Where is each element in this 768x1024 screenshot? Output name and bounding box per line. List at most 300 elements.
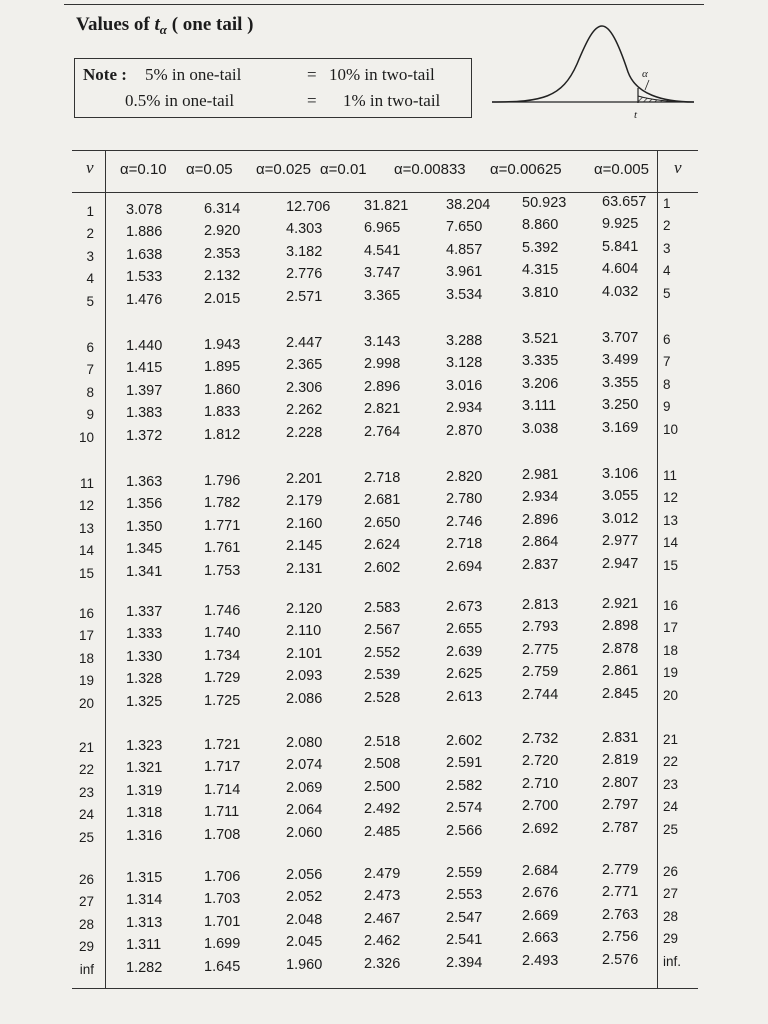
table-cell: 2.602 <box>446 733 483 749</box>
table-cell: 1.706 <box>204 869 241 885</box>
table-cell: 2.179 <box>286 493 323 509</box>
table-cell: 2.060 <box>286 825 323 841</box>
alpha-label: α <box>642 68 648 80</box>
table-cell: 2.934 <box>522 489 559 505</box>
table-cell: 2.793 <box>522 619 559 635</box>
table-cell: 2.262 <box>286 402 323 418</box>
row-nu-label-right: 5 <box>663 286 671 301</box>
table-cell: 2.576 <box>602 952 639 968</box>
row-nu-label-right: 17 <box>663 620 679 635</box>
table-cell: 2.353 <box>204 246 241 262</box>
table-cell: 3.250 <box>602 397 639 413</box>
row-nu-label-right: 1 <box>663 196 671 211</box>
table-cell: 2.120 <box>286 601 323 617</box>
table-cell: 2.947 <box>602 556 639 572</box>
table-cell: 2.528 <box>364 690 401 706</box>
row-nu-label-right: 15 <box>663 558 679 573</box>
table-cell: 6.965 <box>364 220 401 236</box>
table-cell: 31.821 <box>364 198 409 214</box>
table-cell: 1.282 <box>126 960 163 976</box>
distribution-curve-figure <box>482 14 698 126</box>
table-cell: 2.625 <box>446 666 483 682</box>
table-cell: 2.718 <box>446 536 483 552</box>
row-nu-label: 4 <box>86 271 94 286</box>
row-nu-label-right: 3 <box>663 241 671 256</box>
table-cell: 2.639 <box>446 644 483 660</box>
row-nu-label: 17 <box>78 628 94 643</box>
table-left-divider <box>105 150 106 988</box>
table-cell: 3.961 <box>446 264 483 280</box>
table-top-rule <box>72 150 698 151</box>
row-nu-label-right: 14 <box>663 535 679 550</box>
table-cell: 1.701 <box>204 914 241 930</box>
row-nu-label-right: 12 <box>663 490 679 505</box>
table-cell: 3.707 <box>602 330 639 346</box>
table-cell: 2.821 <box>364 401 401 417</box>
table-cell: 2.394 <box>446 955 483 971</box>
table-cell: 1.943 <box>204 337 241 353</box>
row-nu-label: 8 <box>86 385 94 400</box>
row-nu-label-right: 25 <box>663 822 679 837</box>
row-nu-label: 21 <box>78 740 94 755</box>
table-cell: 63.657 <box>602 194 647 210</box>
row-nu-label-right: 7 <box>663 354 671 369</box>
table-cell: 2.306 <box>286 380 323 396</box>
nu-header-right: ν <box>674 158 682 177</box>
table-cell: 1.314 <box>126 892 163 908</box>
table-cell: 1.337 <box>126 604 163 620</box>
table-cell: 2.086 <box>286 691 323 707</box>
row-nu-label: 2 <box>86 226 94 241</box>
row-nu-label: 9 <box>86 407 94 422</box>
row-nu-label-right: 29 <box>663 931 679 946</box>
row-nu-label-right: 24 <box>663 799 679 814</box>
t-alpha-label: t <box>634 109 638 121</box>
table-cell: 2.775 <box>522 642 559 658</box>
table-cell: 2.064 <box>286 802 323 818</box>
table-cell: 6.314 <box>204 201 241 217</box>
row-nu-label-right: 21 <box>663 732 679 747</box>
row-nu-label-right: 6 <box>663 332 671 347</box>
row-nu-label: 11 <box>79 476 94 491</box>
note-row2-equals: = <box>307 91 317 110</box>
table-cell: 2.559 <box>446 865 483 881</box>
row-nu-label: 26 <box>78 872 94 887</box>
table-cell: 2.132 <box>204 268 241 284</box>
table-cell: 3.182 <box>286 244 323 260</box>
row-nu-label-right: 4 <box>663 263 671 278</box>
table-cell: 2.820 <box>446 469 483 485</box>
table-cell: 2.977 <box>602 533 639 549</box>
table-cell: 2.684 <box>522 863 559 879</box>
table-cell: 1.333 <box>126 626 163 642</box>
table-cell: 2.676 <box>522 885 559 901</box>
nu-header-left: ν <box>86 158 94 177</box>
row-nu-label: 29 <box>78 939 94 954</box>
table-cell: 2.763 <box>602 907 639 923</box>
table-cell: 1.782 <box>204 495 241 511</box>
table-cell: 3.016 <box>446 378 483 394</box>
table-cell: 1.356 <box>126 496 163 512</box>
table-cell: 1.341 <box>126 564 163 580</box>
table-cell: 1.886 <box>126 224 163 240</box>
table-cell: 2.015 <box>204 291 241 307</box>
table-cell: 2.864 <box>522 534 559 550</box>
table-cell: 1.638 <box>126 247 163 263</box>
table-cell: 1.323 <box>126 738 163 754</box>
note-row1-left: 5% in one-tail <box>145 65 242 84</box>
table-cell: 2.920 <box>204 223 241 239</box>
table-cell: 2.624 <box>364 537 401 553</box>
row-nu-label-right: 8 <box>663 377 671 392</box>
table-cell: 5.392 <box>522 240 559 256</box>
row-nu-label-right: 22 <box>663 754 679 769</box>
table-cell: 2.326 <box>364 956 401 972</box>
table-cell: 1.325 <box>126 694 163 710</box>
table-cell: 3.499 <box>602 352 639 368</box>
table-cell: 1.746 <box>204 603 241 619</box>
table-cell: 2.813 <box>522 597 559 613</box>
col-header-alpha-0.00625: α=0.00625 <box>490 161 562 178</box>
table-cell: 1.318 <box>126 805 163 821</box>
table-cell: 1.711 <box>204 804 240 820</box>
table-cell: 2.797 <box>602 797 639 813</box>
table-cell: 3.143 <box>364 334 401 350</box>
table-cell: 2.547 <box>446 910 483 926</box>
table-cell: 2.896 <box>364 379 401 395</box>
table-cell: 1.725 <box>204 693 241 709</box>
row-nu-label-right: 19 <box>663 665 679 680</box>
table-cell: 3.747 <box>364 265 401 281</box>
table-cell: 2.779 <box>602 862 639 878</box>
row-nu-label-right: 26 <box>663 864 679 879</box>
row-nu-label-right: inf. <box>663 954 682 969</box>
table-cell: 3.288 <box>446 333 483 349</box>
table-cell: 2.467 <box>364 911 401 927</box>
row-nu-label: 1 <box>86 204 94 219</box>
table-cell: 2.110 <box>286 623 322 639</box>
table-cell: 2.934 <box>446 400 483 416</box>
row-nu-label-right: 20 <box>663 688 679 703</box>
table-cell: 1.833 <box>204 404 241 420</box>
row-nu-label-right: 9 <box>663 399 671 414</box>
table-cell: 1.383 <box>126 405 163 421</box>
table-cell: 2.694 <box>446 559 483 575</box>
table-cell: 2.201 <box>286 471 323 487</box>
t-symbol: t <box>154 14 160 35</box>
row-nu-label: 7 <box>86 362 94 377</box>
table-cell: 1.699 <box>204 936 241 952</box>
table-cell: 7.650 <box>446 219 483 235</box>
table-cell: 2.541 <box>446 932 483 948</box>
table-cell: 3.355 <box>602 375 639 391</box>
table-cell: 2.093 <box>286 668 323 684</box>
table-cell: 2.746 <box>446 514 483 530</box>
top-rule <box>64 4 704 5</box>
row-nu-label: 6 <box>86 340 94 355</box>
table-cell: 3.534 <box>446 287 483 303</box>
row-nu-label: inf <box>79 962 94 977</box>
table-cell: 2.045 <box>286 934 323 950</box>
table-cell: 1.771 <box>204 518 241 534</box>
table-cell: 2.756 <box>602 929 639 945</box>
table-cell: 2.663 <box>522 930 559 946</box>
table-cell: 1.363 <box>126 474 163 490</box>
table-cell: 2.591 <box>446 755 483 771</box>
table-cell: 2.870 <box>446 423 483 439</box>
table-cell: 1.860 <box>204 382 241 398</box>
table-cell: 1.415 <box>126 360 163 376</box>
row-nu-label: 16 <box>78 606 94 621</box>
table-cell: 1.761 <box>204 540 241 556</box>
table-cell: 2.145 <box>286 538 323 554</box>
table-cell: 3.335 <box>522 353 559 369</box>
table-cell: 4.315 <box>522 262 559 278</box>
table-cell: 2.998 <box>364 356 401 372</box>
table-header-rule <box>72 192 698 193</box>
col-header-alpha-0.00833: α=0.00833 <box>394 161 466 178</box>
row-nu-label-right: 11 <box>663 468 678 483</box>
table-cell: 2.479 <box>364 866 401 882</box>
table-cell: 1.708 <box>204 827 241 843</box>
table-cell: 1.717 <box>204 759 241 775</box>
row-nu-label: 5 <box>86 294 94 309</box>
table-cell: 1.960 <box>286 957 323 973</box>
table-cell: 2.539 <box>364 667 401 683</box>
table-cell: 1.311 <box>126 937 162 953</box>
row-nu-label: 22 <box>78 762 94 777</box>
table-cell: 2.131 <box>286 561 323 577</box>
table-cell: 5.841 <box>602 239 639 255</box>
note-row2-right: 1% in two-tail <box>343 91 441 110</box>
table-cell: 1.319 <box>126 783 163 799</box>
table-cell: 2.613 <box>446 689 483 705</box>
table-cell: 3.128 <box>446 355 483 371</box>
table-cell: 2.720 <box>522 753 559 769</box>
table-cell: 2.571 <box>286 289 323 305</box>
table-cell: 2.574 <box>446 800 483 816</box>
table-bottom-rule <box>72 988 698 989</box>
row-nu-label-right: 27 <box>663 886 679 901</box>
table-cell: 12.706 <box>286 199 331 215</box>
table-cell: 2.508 <box>364 756 401 772</box>
table-cell: 1.372 <box>126 428 163 444</box>
table-cell: 4.032 <box>602 284 639 300</box>
table-cell: 2.160 <box>286 516 323 532</box>
row-nu-label-right: 16 <box>663 598 679 613</box>
table-cell: 2.365 <box>286 357 323 373</box>
table-cell: 2.566 <box>446 823 483 839</box>
table-cell: 1.345 <box>126 541 163 557</box>
table-cell: 2.500 <box>364 779 401 795</box>
table-cell: 1.440 <box>126 338 163 354</box>
table-cell: 1.313 <box>126 915 163 931</box>
row-nu-label-right: 13 <box>663 513 679 528</box>
table-cell: 2.780 <box>446 491 483 507</box>
table-cell: 2.776 <box>286 266 323 282</box>
col-header-alpha-0.025: α=0.025 <box>256 161 311 178</box>
row-nu-label: 14 <box>78 543 94 558</box>
table-cell: 3.169 <box>602 420 639 436</box>
table-cell: 1.740 <box>204 625 241 641</box>
table-cell: 2.764 <box>364 424 401 440</box>
table-cell: 2.896 <box>522 512 559 528</box>
table-cell: 2.845 <box>602 686 639 702</box>
table-cell: 1.315 <box>126 870 163 886</box>
table-cell: 1.812 <box>204 427 241 443</box>
table-cell: 1.350 <box>126 519 163 535</box>
table-cell: 1.729 <box>204 670 241 686</box>
note-box <box>74 58 472 118</box>
page-title: Values of $t_\alpha$ ( one tail ) <box>76 14 254 37</box>
table-cell: 2.981 <box>522 467 559 483</box>
table-cell: 2.462 <box>364 933 401 949</box>
table-cell: 2.837 <box>522 557 559 573</box>
table-cell: 2.673 <box>446 599 483 615</box>
table-cell: 1.397 <box>126 383 163 399</box>
bell-curve <box>492 26 694 102</box>
row-nu-label-right: 23 <box>663 777 679 792</box>
table-cell: 2.771 <box>602 884 639 900</box>
table-cell: 2.921 <box>602 596 639 612</box>
row-nu-label: 23 <box>78 785 94 800</box>
note-row1-equals: = <box>307 65 317 84</box>
row-nu-label: 25 <box>78 830 94 845</box>
row-nu-label: 20 <box>78 696 94 711</box>
row-nu-label: 10 <box>78 430 94 445</box>
table-cell: 2.831 <box>602 730 639 746</box>
row-nu-label: 19 <box>78 673 94 688</box>
table-cell: 8.860 <box>522 217 559 233</box>
table-cell: 2.819 <box>602 752 639 768</box>
table-cell: 1.533 <box>126 269 163 285</box>
row-nu-label: 3 <box>86 249 94 264</box>
alpha-pointer <box>645 80 649 90</box>
table-cell: 2.518 <box>364 734 401 750</box>
table-cell: 2.732 <box>522 731 559 747</box>
table-cell: 2.228 <box>286 425 323 441</box>
row-nu-label: 28 <box>78 917 94 932</box>
table-cell: 2.582 <box>446 778 483 794</box>
col-header-alpha-0.05: α=0.05 <box>186 161 233 178</box>
table-cell: 2.553 <box>446 887 483 903</box>
table-cell: 3.810 <box>522 285 559 301</box>
table-cell: 2.807 <box>602 775 639 791</box>
table-cell: 3.038 <box>522 421 559 437</box>
table-cell: 4.604 <box>602 261 639 277</box>
table-cell: 1.703 <box>204 891 241 907</box>
row-nu-label-right: 18 <box>663 643 679 658</box>
table-cell: 2.744 <box>522 687 559 703</box>
table-cell: 3.012 <box>602 511 639 527</box>
table-cell: 2.650 <box>364 515 401 531</box>
table-cell: 4.857 <box>446 242 483 258</box>
table-cell: 1.476 <box>126 292 163 308</box>
note-label: Note : <box>83 65 127 84</box>
table-cell: 2.898 <box>602 618 639 634</box>
row-nu-label-right: 10 <box>663 422 679 437</box>
table-cell: 4.303 <box>286 221 323 237</box>
table-cell: 2.048 <box>286 912 323 928</box>
table-cell: 1.714 <box>204 782 241 798</box>
table-cell: 4.541 <box>364 243 401 259</box>
alpha-subscript: α <box>159 22 167 37</box>
table-cell: 2.552 <box>364 645 401 661</box>
table-cell: 2.101 <box>286 646 323 662</box>
table-cell: 2.787 <box>602 820 639 836</box>
table-cell: 2.069 <box>286 780 323 796</box>
table-cell: 2.583 <box>364 600 401 616</box>
row-nu-label-right: 2 <box>663 218 671 233</box>
table-cell: 50.923 <box>522 195 567 211</box>
table-cell: 2.602 <box>364 560 401 576</box>
table-cell: 1.796 <box>204 473 241 489</box>
table-cell: 2.878 <box>602 641 639 657</box>
table-cell: 3.365 <box>364 288 401 304</box>
table-cell: 3.078 <box>126 202 163 218</box>
table-cell: 2.492 <box>364 801 401 817</box>
table-cell: 1.330 <box>126 649 163 665</box>
note-row1-right: 10% in two-tail <box>329 65 435 84</box>
table-cell: 2.681 <box>364 492 401 508</box>
table-cell: 2.493 <box>522 953 559 969</box>
table-cell: 3.106 <box>602 466 639 482</box>
table-cell: 1.328 <box>126 671 163 687</box>
row-nu-label-right: 28 <box>663 909 679 924</box>
table-cell: 1.321 <box>126 760 163 776</box>
row-nu-label: 12 <box>78 498 94 513</box>
table-cell: 2.074 <box>286 757 323 773</box>
table-cell: 3.206 <box>522 376 559 392</box>
table-right-divider <box>657 150 658 988</box>
row-nu-label: 18 <box>78 651 94 666</box>
table-cell: 2.669 <box>522 908 559 924</box>
table-cell: 1.895 <box>204 359 241 375</box>
col-header-alpha-0.01: α=0.01 <box>320 161 367 178</box>
table-cell: 2.567 <box>364 622 401 638</box>
table-cell: 2.718 <box>364 470 401 486</box>
table-cell: 1.734 <box>204 648 241 664</box>
table-cell: 9.925 <box>602 216 639 232</box>
row-nu-label: 13 <box>78 521 94 536</box>
table-cell: 2.447 <box>286 335 323 351</box>
table-cell: 2.861 <box>602 663 639 679</box>
table-cell: 2.485 <box>364 824 401 840</box>
table-cell: 2.692 <box>522 821 559 837</box>
table-cell: 2.056 <box>286 867 323 883</box>
table-cell: 2.052 <box>286 889 323 905</box>
note-row2-left: 0.5% in one-tail <box>125 91 235 110</box>
col-header-alpha-0.005: α=0.005 <box>594 161 649 178</box>
table-cell: 2.080 <box>286 735 323 751</box>
col-header-alpha-0.10: α=0.10 <box>120 161 167 178</box>
table-cell: 3.055 <box>602 488 639 504</box>
table-cell: 2.700 <box>522 798 559 814</box>
table-cell: 1.316 <box>126 828 163 844</box>
table-cell: 2.655 <box>446 621 483 637</box>
table-cell: 1.721 <box>204 737 241 753</box>
table-cell: 2.759 <box>522 664 559 680</box>
table-cell: 2.710 <box>522 776 559 792</box>
table-cell: 3.111 <box>522 398 557 414</box>
row-nu-label: 15 <box>78 566 94 581</box>
row-nu-label: 24 <box>78 807 94 822</box>
table-cell: 38.204 <box>446 197 491 213</box>
table-cell: 3.521 <box>522 331 559 347</box>
row-nu-label: 27 <box>78 894 94 909</box>
table-cell: 2.473 <box>364 888 401 904</box>
table-cell: 1.645 <box>204 959 241 975</box>
